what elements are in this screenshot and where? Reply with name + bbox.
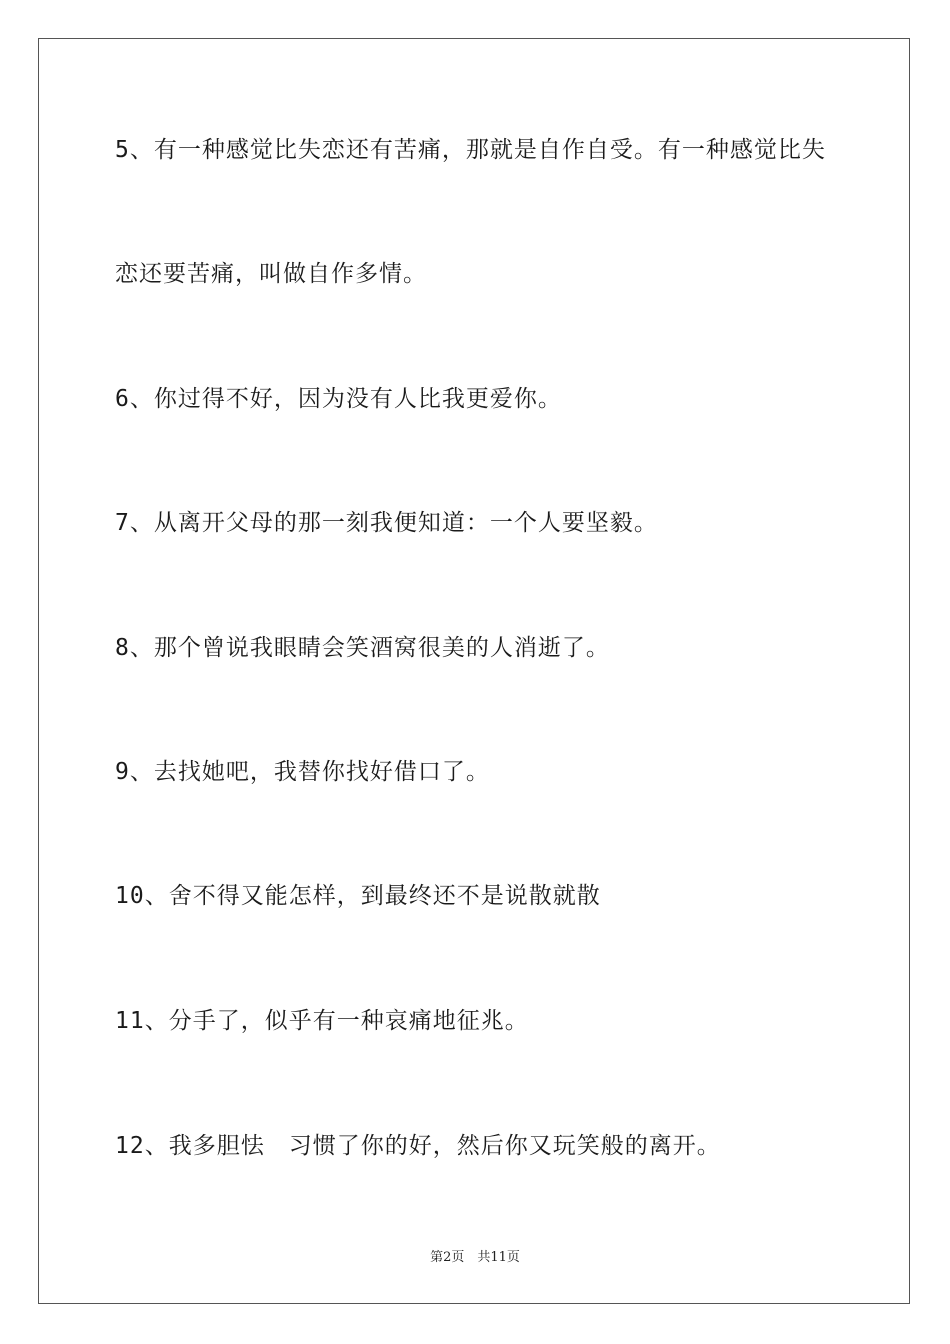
page-number-footer: 第2页 共11页 [430,1250,520,1265]
text-line-7: 7、从离开父母的那一刻我便知道：一个人要坚毅。 [115,510,658,536]
text-line-5b: 恋还要苦痛，叫做自作多情。 [115,261,427,287]
text-line-11: 11、分手了，似乎有一种哀痛地征兆。 [115,1008,529,1034]
text-line-10: 10、舍不得又能怎样，到最终还不是说散就散 [115,883,601,909]
text-line-6: 6、你过得不好，因为没有人比我更爱你。 [115,386,562,412]
page-border [38,38,910,1304]
text-line-9: 9、去找她吧，我替你找好借口了。 [115,759,490,785]
text-line-12: 12、我多胆怯 习惯了你的好，然后你又玩笑般的离开。 [115,1133,721,1159]
text-line-5a: 5、有一种感觉比失恋还有苦痛，那就是自作自受。有一种感觉比失 [115,137,826,163]
text-line-8: 8、那个曾说我眼睛会笑酒窝很美的人消逝了。 [115,635,610,661]
